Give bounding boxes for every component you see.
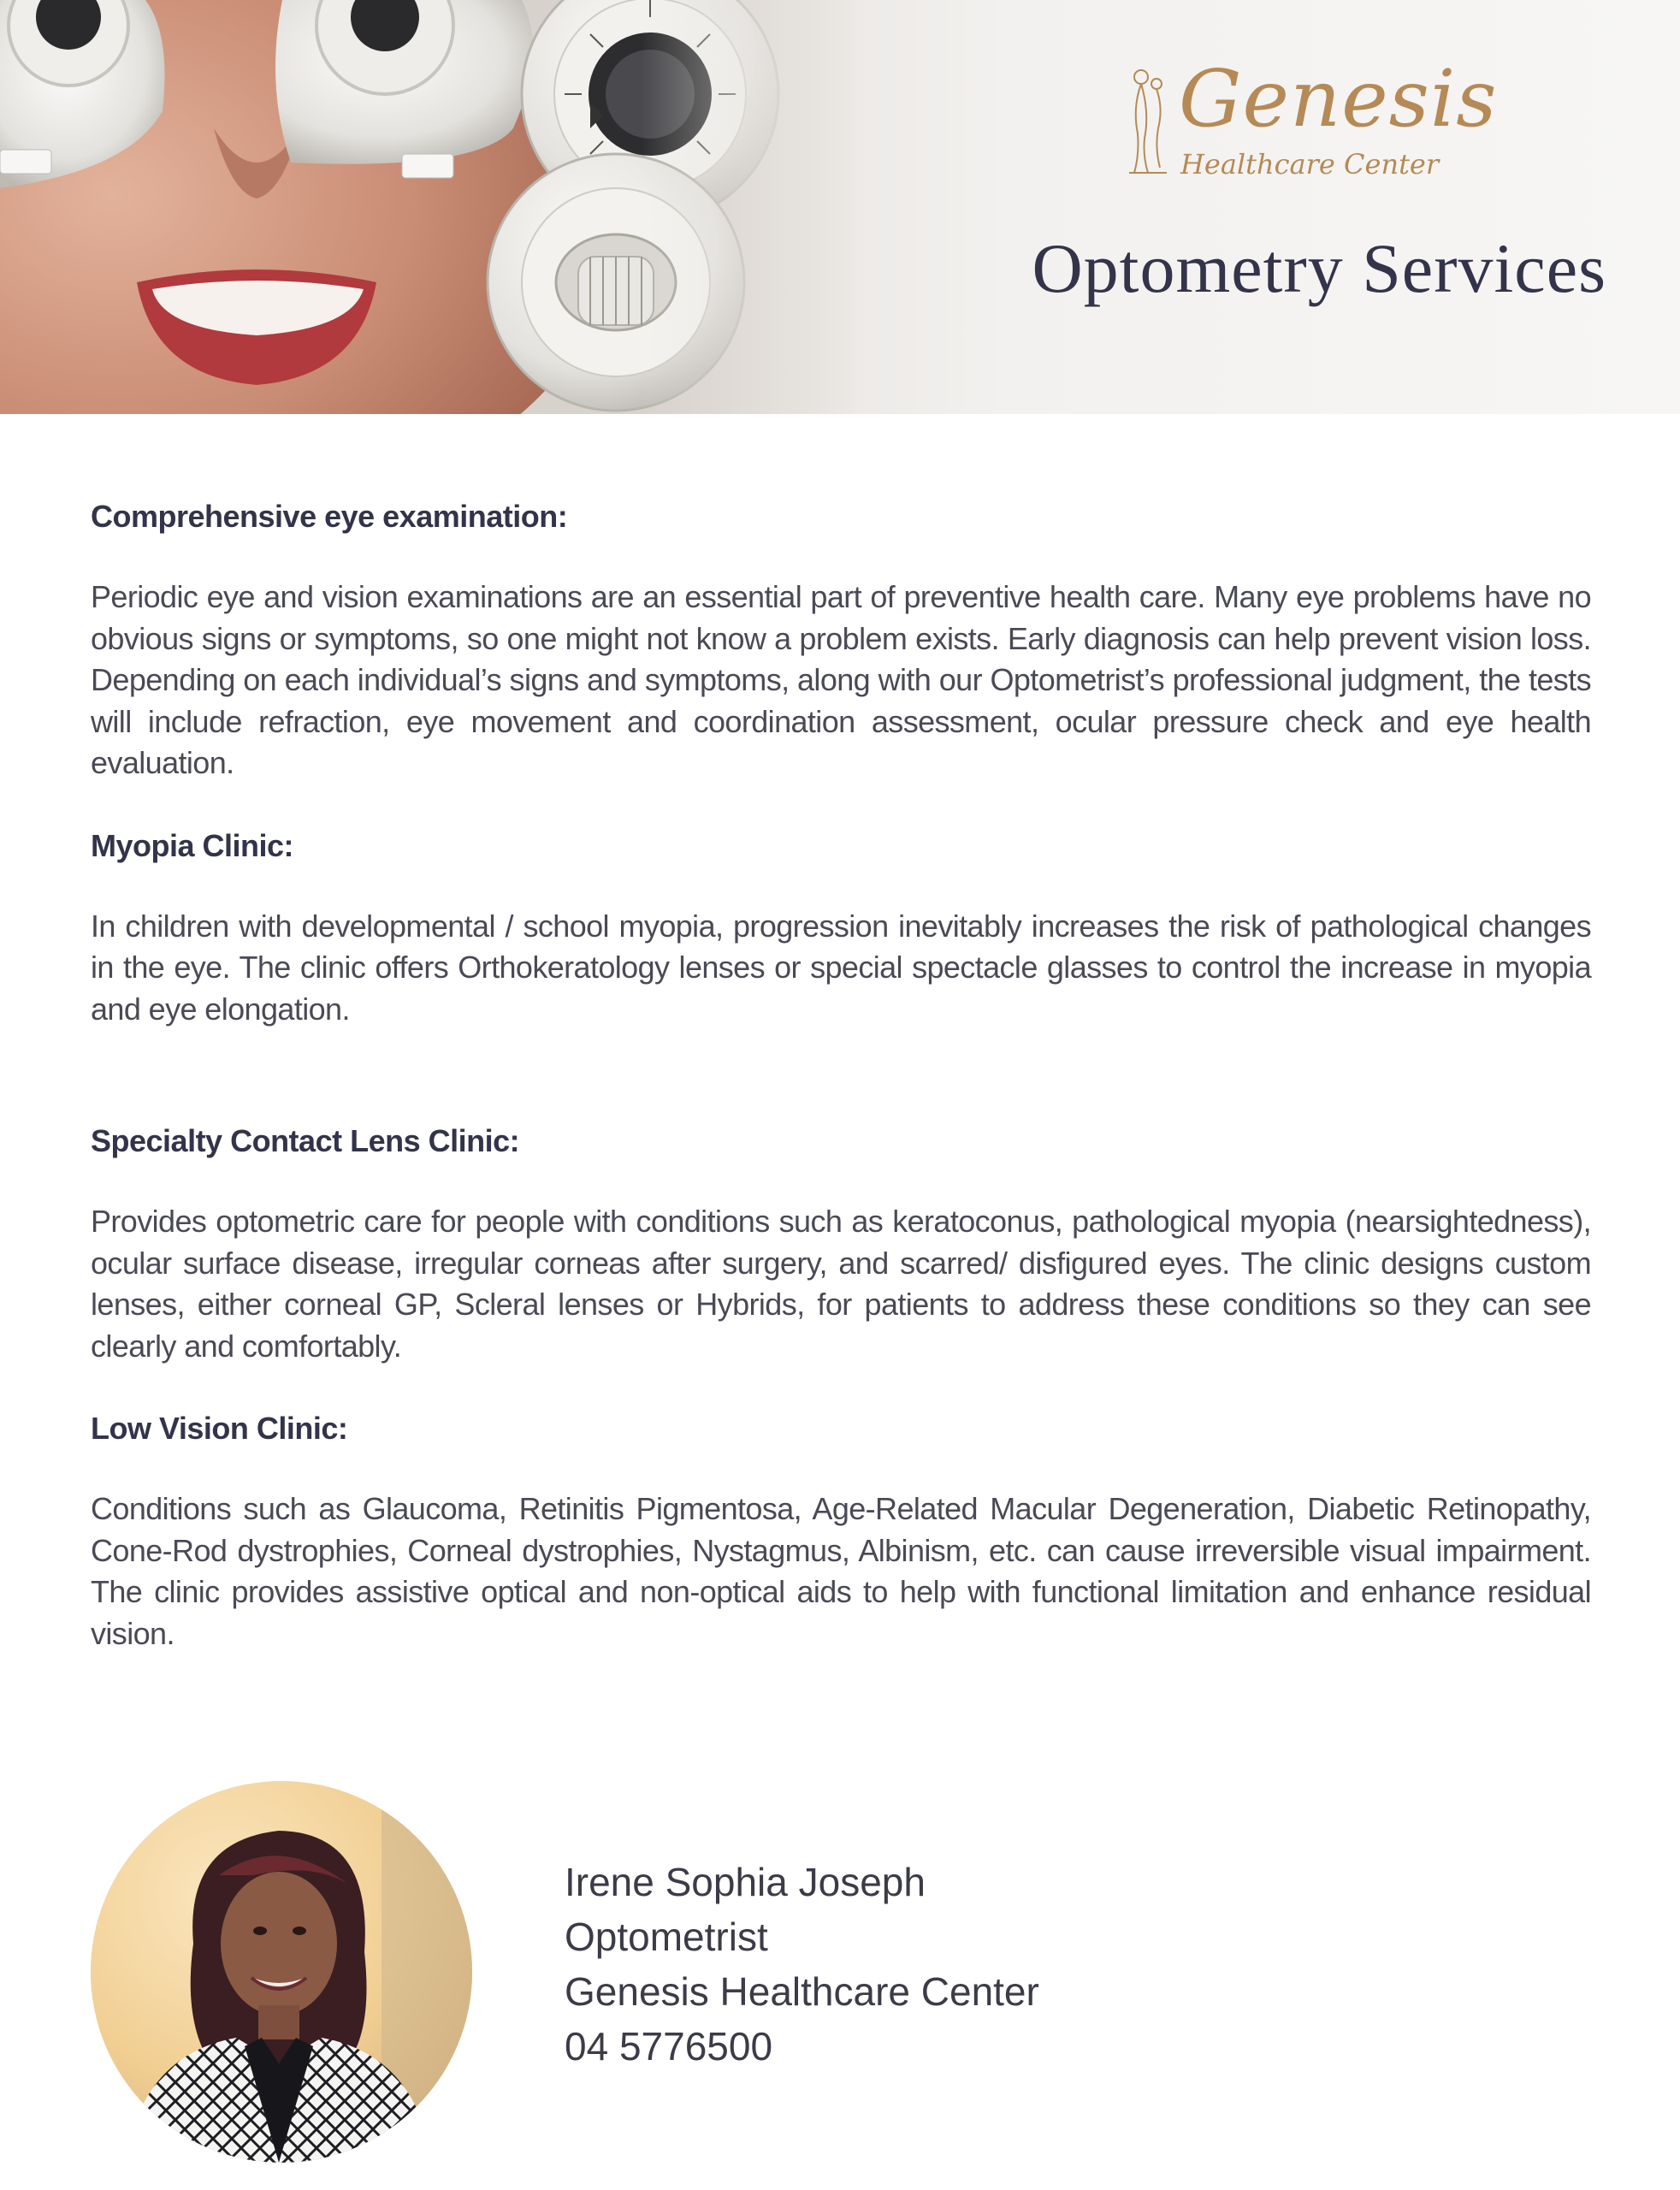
avatar [91, 1781, 472, 2163]
section-heading: Specialty Contact Lens Clinic: [91, 1123, 520, 1158]
section-body: Periodic eye and vision examinations are an essential part of preventive health care. Many eye problems have no obvious signs or symptoms, so one might not know a problem exists. Early diagnosis can help prevent vision loss. Depending on each individual’s signs and symptoms, along with our Optometrist’s professional judgment, the tests will include refraction, eye movement and coordination assessment, ocular pressure check and eye health evaluation. [91, 579, 1591, 780]
section-body: Provides optometric care for people with conditions such as keratoconus, pathological myopia (nearsightedness), ocular surface disease, irregular corneas after surgery, and scarred/ disfigured eyes. The clinic designs custom lenses, either corneal GP, Scleral lenses or Hybrids, for patients to address these conditions so they can see clearly and comfortably. [91, 1204, 1591, 1364]
contact-role: Optometrist [565, 1915, 768, 1959]
section-comprehensive-eye-exam [91, 496, 1591, 784]
services-content [91, 496, 1591, 1696]
section-specialty-contact-lens-clinic [91, 1121, 1591, 1367]
logo-subtitle: Healthcare Center [1180, 148, 1440, 181]
logo-name: Genesis [1179, 53, 1498, 145]
contact-organization: Genesis Healthcare Center [565, 1969, 1039, 2014]
optometrist-portrait [91, 1781, 472, 2163]
section-heading: Low Vision Clinic: [91, 1411, 348, 1446]
contact-phone: 04 5776500 [565, 2024, 773, 2069]
page-title: Optometry Services [1032, 229, 1606, 307]
section-heading: Myopia Clinic: [91, 827, 294, 863]
header-banner [0, 0, 1680, 414]
genesis-logo [1122, 53, 1498, 193]
section-myopia-clinic [91, 826, 1591, 1031]
section-body: Conditions such as Glaucoma, Retinitis Pigmentosa, Age-Related Macular Degeneration, Diabetic Retinopathy, Cone-Rod dystrophies, Corneal dystrophies, Nystagmus, Albinism, etc. can cause irreversible visual impairment. The clinic provides assistive optical and non-optical aids to help with functional limitation and enhance residual vision. [91, 1491, 1591, 1651]
phoropter-photo [0, 0, 855, 414]
section-heading: Comprehensive eye examination: [91, 499, 568, 534]
section-low-vision-clinic [91, 1408, 1591, 1654]
contact-name: Irene Sophia Joseph [565, 1860, 926, 1904]
section-body: In children with developmental / school myopia, progression inevitably increases the risk of pathological changes in the eye. The clinic offers Orthokeratology lenses or special spectacle glasses to control the increase in myopia and eye elongation. [91, 908, 1591, 1027]
contact-card [565, 1855, 1039, 2074]
genesis-logo-figure-icon [1122, 65, 1174, 176]
